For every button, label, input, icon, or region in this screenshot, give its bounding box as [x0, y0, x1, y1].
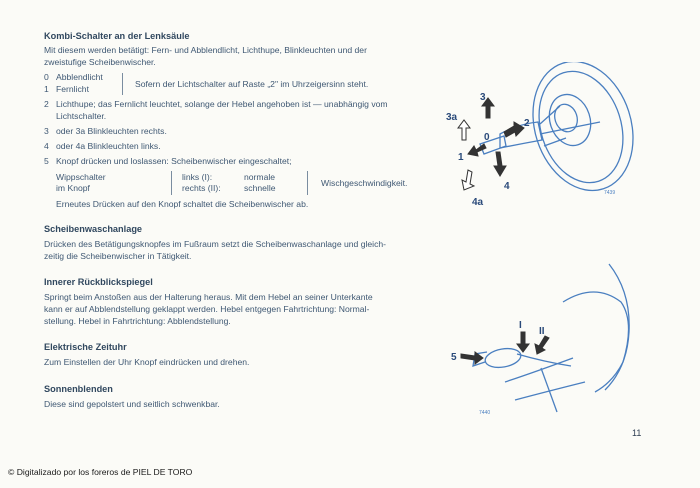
wiper-col4: Wischgeschwindigkeit.	[321, 178, 408, 188]
wiper-col2-a: links (I):	[182, 172, 213, 182]
steering-wheel-rim	[563, 292, 629, 392]
item-3-number: 3	[44, 126, 49, 136]
item-0-label: Abblendlicht	[56, 72, 103, 82]
item-0	[44, 72, 103, 83]
label-5: 5	[451, 352, 457, 363]
arrow-II-icon	[535, 336, 549, 354]
wiper-col3-b: schnelle	[244, 183, 276, 193]
steering-wheel-inner	[525, 62, 636, 194]
item-5-text: Knopf drücken und loslassen: Scheibenwischer eingeschaltet;	[56, 156, 292, 166]
spiegel-line2: kann er auf Abblendstellung geklappt werden. Hebel entgegen Fahrtrichtung: Normal-	[44, 304, 370, 314]
kombi-intro-line2: zweistufige Scheibenwischer.	[44, 57, 156, 67]
wiper-divider-1	[171, 171, 172, 195]
item-1	[44, 84, 89, 95]
arrow-I-icon	[517, 332, 529, 352]
item-5-number: 5	[44, 156, 49, 166]
item-2-number: 2	[44, 99, 49, 109]
arrow-4-icon	[494, 152, 506, 176]
item-3-text: oder 3a Blinkleuchten rechts.	[56, 126, 167, 136]
item-01-note: Sofern der Lichtschalter auf Raste „2" im Uhrzeigersinn steht.	[135, 79, 369, 89]
heading-rueckblickspiegel: Innerer Rückblickspiegel	[44, 277, 153, 287]
item-5	[44, 156, 292, 167]
label-0: 0	[484, 132, 490, 143]
item-1-label: Fernlicht	[56, 84, 89, 94]
figure2-code: 7440	[479, 410, 491, 416]
item-0-number: 0	[44, 72, 49, 82]
heading-kombi-schalter: Kombi-Schalter an der Lenksäule	[44, 31, 190, 41]
footer-credit: © Digitalizado por los foreros de PIEL DE TORO	[8, 467, 193, 477]
arrow-2-icon	[504, 122, 524, 137]
arrow-3a-icon	[458, 120, 470, 140]
wiper-knob	[484, 346, 523, 370]
item-2	[44, 99, 388, 110]
wiper-col2-b: rechts (II):	[182, 183, 221, 193]
page-number: 11	[632, 428, 642, 438]
item-3	[44, 126, 167, 137]
label-I: I	[519, 320, 522, 331]
item-1-number: 1	[44, 84, 49, 94]
label-II: II	[539, 326, 545, 337]
wiper-col1-a: Wippschalter	[56, 172, 106, 182]
label-3: 3	[480, 92, 486, 103]
figure-wiper-knob	[445, 262, 645, 422]
bracket-divider	[122, 73, 123, 95]
spiegel-line3: stellung. Hebel in Fahrtrichtung: Abblendstellung.	[44, 316, 231, 326]
item-2-line1: Lichthupe; das Fernlicht leuchtet, solange der Hebel angehoben ist — unabhängig vom	[56, 99, 388, 109]
heading-zeituhr: Elektrische Zeituhr	[44, 342, 127, 352]
wiper-off-text: Erneutes Drücken auf den Knopf schaltet die Scheibenwischer ab.	[56, 199, 309, 209]
spiegel-line1: Springt beim Anstoßen aus der Halterung heraus. Mit dem Hebel an seiner Unterkante	[44, 292, 373, 302]
sonnenblenden-line1: Diese sind gepolstert und seitlich schwenkbar.	[44, 399, 220, 409]
label-4a: 4a	[472, 197, 484, 208]
zeituhr-line1: Zum Einstellen der Uhr Knopf eindrücken und drehen.	[44, 357, 250, 367]
item-2-line2: Lichtschalter.	[56, 111, 107, 121]
label-1: 1	[458, 152, 464, 163]
figure-steering-switch	[440, 62, 650, 214]
label-4: 4	[504, 181, 510, 192]
item-4-text: oder 4a Blinkleuchten links.	[56, 141, 161, 151]
steering-hub	[543, 89, 597, 151]
wiper-col3-a: normale	[244, 172, 276, 182]
heading-scheibenwaschanlage: Scheibenwaschanlage	[44, 224, 143, 234]
item-4-number: 4	[44, 141, 49, 151]
wiper-col1-b: im Knopf	[56, 183, 90, 193]
item-4	[44, 141, 161, 152]
arrow-1-icon	[468, 144, 486, 156]
label-2: 2	[524, 118, 530, 129]
wiper-divider-2	[307, 171, 308, 195]
waschanlage-line2: zeitig die Scheibenwischer in Tätigkeit.	[44, 251, 192, 261]
arrow-4a-icon	[462, 170, 474, 190]
kombi-intro-line1: Mit diesem werden betätigt: Fern- und Abblendlicht, Lichthupe, Blinkleuchten und der	[44, 45, 367, 55]
label-3a: 3a	[446, 112, 458, 123]
waschanlage-line1: Drücken des Betätigungsknopfes im Fußraum setzt die Scheibenwaschanlage und gleich-	[44, 239, 387, 249]
figure1-code: 7439	[604, 190, 616, 196]
heading-sonnenblenden: Sonnenblenden	[44, 384, 113, 394]
